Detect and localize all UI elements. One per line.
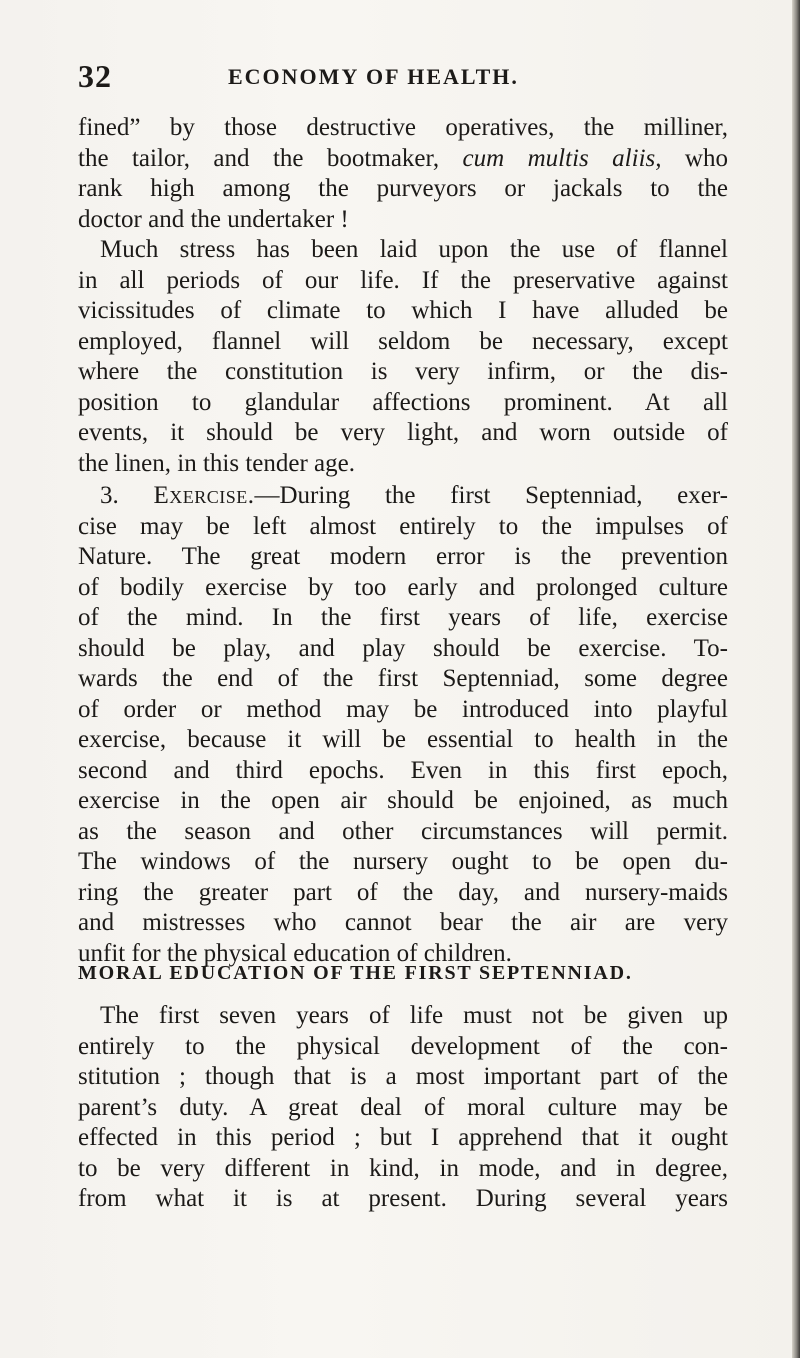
paragraph-heading: Exercise. — [153, 482, 255, 509]
text-line: parent’s duty. A great deal of moral culture may be — [78, 1093, 728, 1121]
text-line: doctor and the undertaker ! — [78, 205, 349, 233]
running-head: ECONOMY OF HEALTH. — [228, 64, 519, 89]
text-line: stitution ; though that is a most important part of the — [78, 1063, 728, 1090]
text-line: in all periods of our life. If the preservative against — [78, 266, 728, 294]
body-text-exercise — [78, 481, 728, 969]
text-line: events, it should be very light, and worn outside of — [78, 419, 728, 446]
italic-phrase: cum multis aliis, — [462, 144, 662, 172]
text-fragment: —During the first Septenniad, exer- — [254, 482, 728, 509]
text-line: as the season and other circumstances will permit. — [78, 817, 728, 845]
text-line: rank high among the purveyors or jackals to the — [78, 175, 728, 202]
text-line: and mistresses who cannot bear the air are very — [78, 909, 728, 936]
text-line: wards the end of the first Septenniad, some degree — [78, 665, 728, 692]
text-fragment: who — [661, 144, 728, 172]
page-number: 32 — [78, 58, 112, 94]
page-header — [78, 58, 738, 94]
text-line: employed, flannel will seldom be necessary, except — [78, 327, 728, 355]
text-line — [78, 481, 728, 512]
paragraph-number: 3. — [100, 482, 154, 509]
text-line: of order or method may be introduced into playful — [78, 695, 728, 723]
text-line: position to glandular affections prominent. At all — [78, 388, 728, 416]
section-heading: MORAL EDUCATION OF THE FIRST SEPTENNIAD. — [78, 962, 633, 984]
text-line: The windows of the nursery ought to be open du- — [78, 848, 728, 875]
text-line: Nature. The great modern error is the prevention — [78, 543, 728, 570]
text-line: second and third epochs. Even in this first epoch, — [78, 756, 728, 784]
text-line: fined” by those destructive operatives, the milliner, — [78, 114, 728, 141]
text-line: cise may be left almost entirely to the impulses of — [78, 512, 728, 540]
text-fragment: the tailor, and the bootmaker, — [78, 144, 463, 172]
text-line: of bodily exercise by too early and prolonged culture — [78, 573, 728, 601]
text-line: unfit for the physical education of children. — [78, 939, 512, 967]
text-line: from what it is at present. During several years — [78, 1185, 728, 1212]
text-line: ring the greater part of the day, and nursery-maids — [78, 878, 728, 906]
text-line: effected in this period ; but I apprehend that it ought — [78, 1124, 728, 1151]
text-line: exercise, because it will be essential to health in the — [78, 726, 728, 753]
body-text-top — [78, 113, 728, 479]
text-line: of the mind. In the first years of life, exercise — [78, 604, 728, 631]
text-line: exercise in the open air should be enjoined, as much — [78, 787, 728, 814]
text-line: Much stress has been laid upon the use of flannel — [100, 236, 728, 263]
text-line: should be play, and play should be exercise. To- — [78, 634, 728, 662]
text-line: the linen, in this tender age. — [78, 449, 356, 477]
page-binding-edge — [792, 0, 800, 1358]
text-line: where the constitution is very infirm, or the dis- — [78, 358, 728, 385]
text-line: vicissitudes of climate to which I have alluded be — [78, 297, 728, 324]
text-line: The first seven years of life must not be given up — [100, 1002, 728, 1029]
text-line: entirely to the physical development of the con- — [78, 1032, 728, 1060]
text-line — [78, 144, 728, 175]
text-line: to be very different in kind, in mode, and in degree, — [78, 1154, 728, 1182]
body-text-moral — [78, 1001, 728, 1215]
